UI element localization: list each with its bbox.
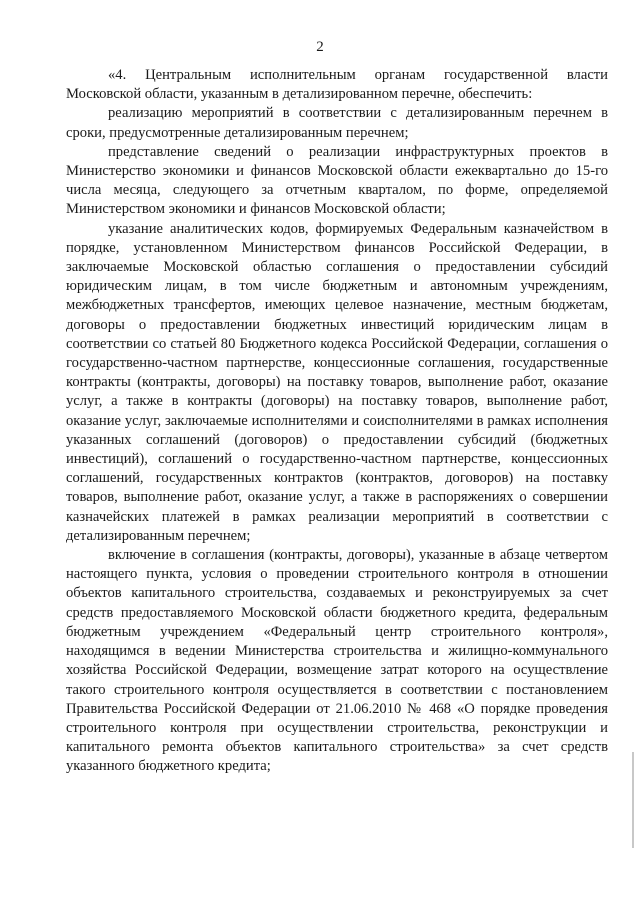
page-number: 2	[316, 39, 324, 55]
paragraph-construction-control: включение в соглашения (контракты, договоры), указанные в абзаце четвертом настоящего пункта, условия о проведении строительного контроля в отношении объектов капитального строительства, создаваемых и реконструируемых за счет средств предоставляемого Московской области бюджетного кредита, федеральным бюджетным учреждением «Федеральный центр строительного контроля», находящимся в ведении Министерства строительства и жилищно-коммунального хозяйства Российской Федерации, возмещение затрат которого на осуществление такого строительного контроля осуществляется в соответствии с постановлением Правительства Российской Федерации от 21.06.2010 № 468 «О порядке проведения строительного контроля при осуществлении строительства, реконструкции и капитального ремонта объектов капитального строительства» за счет средств указанного бюджетного кредита;	[66, 547, 608, 775]
paragraph-item-4-intro: «4. Центральным исполнительным органам государственной власти Московской области, указанным в детализированном перечне, обеспечить:	[66, 67, 608, 103]
paragraph-reporting: представление сведений о реализации инфраструктурных проектов в Министерство экономики и финансов Московской области ежеквартально до 15-го числа месяца, следующего за отчетным кварталом, по форме, определяемой Министерством экономики и финансов Московской области;	[66, 143, 608, 218]
document-body	[66, 66, 608, 777]
paragraph-implementation: реализацию мероприятий в соответствии с детализированным перечнем в сроки, предусмотренные детализированным перечнем;	[66, 105, 608, 141]
paragraph-analytic-codes: указание аналитических кодов, формируемых Федеральным казначейством в порядке, установленном Министерством финансов Российской Федерации, в заключаемые Московской областью соглашения о предоставлении субсидий юридическим лицам, в том числе бюджетным и автономным учреждениям, межбюджетных трансфертов, имеющих целевое назначение, местным бюджетам, договоры о предоставлении бюджетных инвестиций юридическим лицам в соответствии со статьей 80 Бюджетного кодекса Российской Федерации, соглашения о государственно-частном партнерстве, концессионные соглашения, государственные контракты (контракты, договоры) на поставку товаров, выполнение работ, оказание услуг, а также в контракты (договоры) на поставку товаров, выполнение работ, оказание услуг, заключаемые исполнителями и соисполнителями в рамках исполнения указанных соглашений (договоров) о предоставлении субсидий (бюджетных инвестиций), соглашений о государственно-частном партнерстве, концессионных соглашений, государственных контрактов (контрактов, договоров) на поставку товаров, выполнение работ, оказание услуг, а также в распоряжениях о совершении казначейских платежей в рамках реализации мероприятий в соответствии с детализированным перечнем;	[66, 220, 608, 544]
scan-edge-mark	[632, 752, 634, 848]
